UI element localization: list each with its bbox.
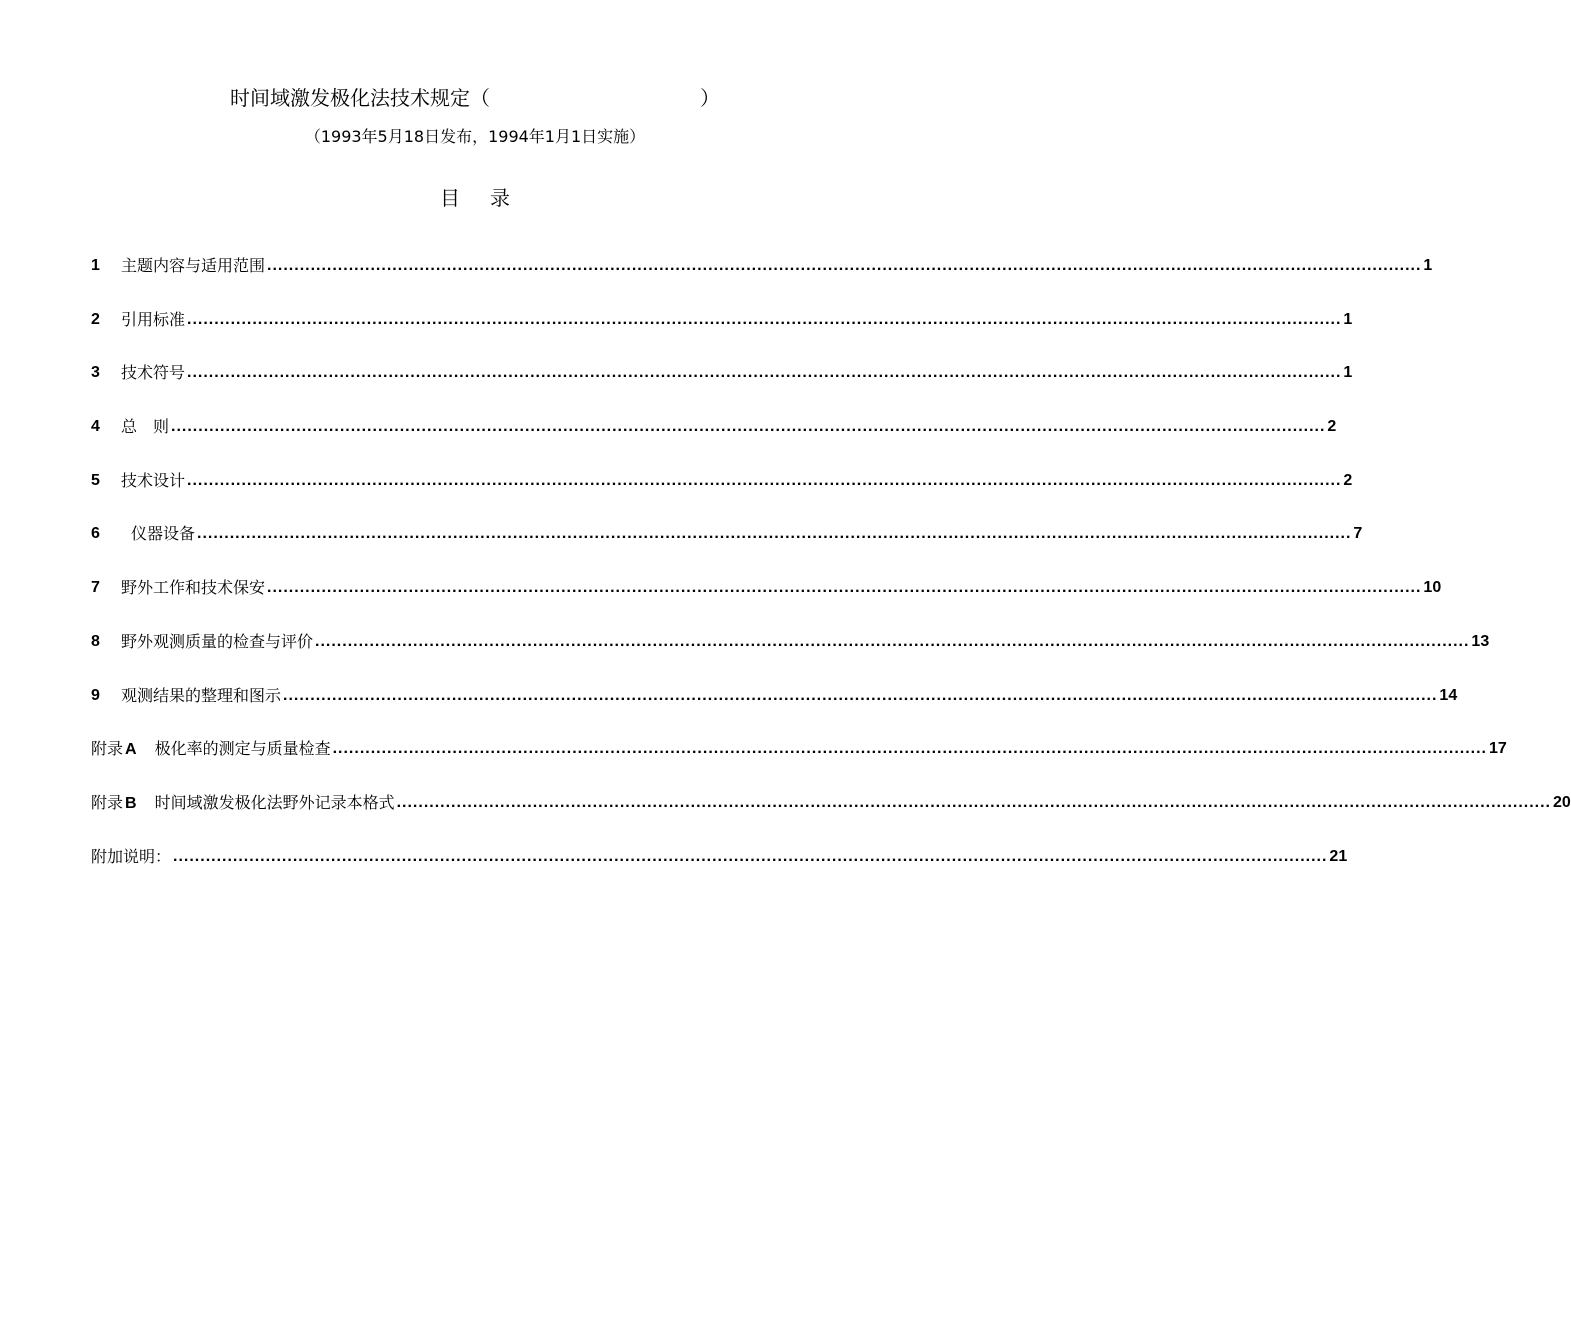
toc-entry-title: 主题内容与适用范围 bbox=[121, 256, 266, 275]
toc-entry-page: 13 bbox=[1471, 632, 1490, 650]
toc-leader-dots: .................................................................................................................................................................................................................... bbox=[332, 740, 1487, 758]
toc-entry[interactable] bbox=[91, 254, 1433, 308]
toc-entry-title: 引用标准 bbox=[121, 309, 186, 329]
toc-entry-page: 20 bbox=[1553, 793, 1571, 811]
toc-entry-number: 5 bbox=[91, 471, 100, 489]
toc-entry-page: 7 bbox=[1353, 525, 1363, 543]
toc-leader-dots: .................................................................................................................................................................................................................... bbox=[197, 525, 1352, 543]
toc-entry-title: 观测结果的整理和图示 bbox=[121, 685, 282, 705]
toc-entry-page: 2 bbox=[1327, 418, 1337, 436]
toc-entry-number: 9 bbox=[91, 686, 100, 704]
toc-entry-title: 野外工作和技术保安 bbox=[121, 578, 266, 598]
toc-appendix-letter: A bbox=[125, 741, 137, 759]
toc-appendix-label: 附录 bbox=[91, 739, 124, 759]
toc-entry-title: 技术设计 bbox=[121, 470, 186, 490]
toc-entry-page: 1 bbox=[1423, 257, 1433, 274]
toc-entry[interactable] bbox=[91, 522, 1363, 576]
toc-appendix-prefix bbox=[91, 791, 155, 816]
toc-entry-page: 2 bbox=[1343, 471, 1353, 489]
toc-entry-number: 4 bbox=[91, 418, 100, 436]
toc-entry-title: 技术符号 bbox=[121, 363, 186, 383]
toc-leader-dots: .................................................................................................................................................................................................................... bbox=[187, 310, 1342, 328]
toc-entry-title: 极化率的测定与质量检查 bbox=[154, 739, 331, 759]
toc-entry-number: 1 bbox=[91, 257, 100, 274]
toc-appendix-prefix bbox=[91, 737, 155, 762]
toc-leader-dots: .................................................................................................................................................................................................................... bbox=[173, 847, 1328, 865]
toc-leader-dots: .................................................................................................................................................................................................................... bbox=[267, 257, 1422, 274]
toc-entry[interactable] bbox=[91, 415, 1337, 469]
toc-leader-dots: .................................................................................................................................................................................................................... bbox=[187, 471, 1342, 489]
toc-entry[interactable] bbox=[91, 684, 1458, 738]
toc-entry-page: 21 bbox=[1329, 847, 1348, 865]
toc-leader-dots: .................................................................................................................................................................................................................... bbox=[267, 579, 1422, 597]
document-subtitle: （1993年5月18日发布，1994年1月1日实施） bbox=[304, 127, 646, 146]
toc-entry-number: 8 bbox=[91, 632, 100, 650]
toc-entry[interactable] bbox=[91, 308, 1353, 362]
toc-leader-dots: .................................................................................................................................................................................................................... bbox=[187, 364, 1342, 382]
toc-entry[interactable] bbox=[91, 630, 1490, 684]
toc-entry-appendix-b[interactable] bbox=[91, 791, 1571, 845]
document-title bbox=[230, 84, 730, 112]
toc-entry-page: 17 bbox=[1489, 740, 1507, 758]
toc-additional-notes-label: 附加说明： bbox=[91, 846, 172, 866]
toc-heading: 目录 bbox=[440, 186, 540, 210]
toc-entry[interactable] bbox=[91, 469, 1353, 523]
toc-entry-additional-notes[interactable] bbox=[91, 845, 1348, 899]
toc-entry-page: 10 bbox=[1423, 579, 1442, 597]
toc-entry-page: 1 bbox=[1343, 310, 1353, 328]
toc-appendix-label: 附录 bbox=[91, 792, 124, 812]
toc-entry-number: 3 bbox=[91, 364, 100, 382]
toc-entry-page: 1 bbox=[1343, 364, 1353, 382]
toc-entry-title: 总 则 bbox=[121, 417, 170, 437]
document-title-close-paren: ） bbox=[700, 86, 720, 110]
toc-leader-dots: .................................................................................................................................................................................................................... bbox=[171, 418, 1326, 436]
toc-entry[interactable] bbox=[91, 576, 1442, 630]
document-title-text: 时间域激发极化法技术规定（ bbox=[230, 86, 490, 110]
toc-entry-title: 野外观测质量的检查与评价 bbox=[121, 631, 314, 651]
toc-entry-page: 14 bbox=[1439, 686, 1458, 704]
toc-appendix-letter: B bbox=[125, 794, 137, 812]
toc-entry-title: 仪器设备 bbox=[131, 524, 196, 544]
toc-leader-dots: .................................................................................................................................................................................................................... bbox=[315, 632, 1470, 650]
toc-entry-title: 时间域激发极化法野外记录本格式 bbox=[154, 792, 395, 812]
toc-leader-dots: .................................................................................................................................................................................................................... bbox=[283, 686, 1438, 704]
toc-entry-number: 6 bbox=[91, 525, 100, 543]
table-of-contents bbox=[91, 254, 1571, 898]
toc-entry[interactable] bbox=[91, 361, 1353, 415]
toc-leader-dots: .................................................................................................................................................................................................................... bbox=[396, 793, 1551, 811]
toc-entry-appendix-a[interactable] bbox=[91, 737, 1507, 791]
toc-entry-number: 7 bbox=[91, 579, 100, 597]
toc-entry-number: 2 bbox=[91, 310, 100, 328]
